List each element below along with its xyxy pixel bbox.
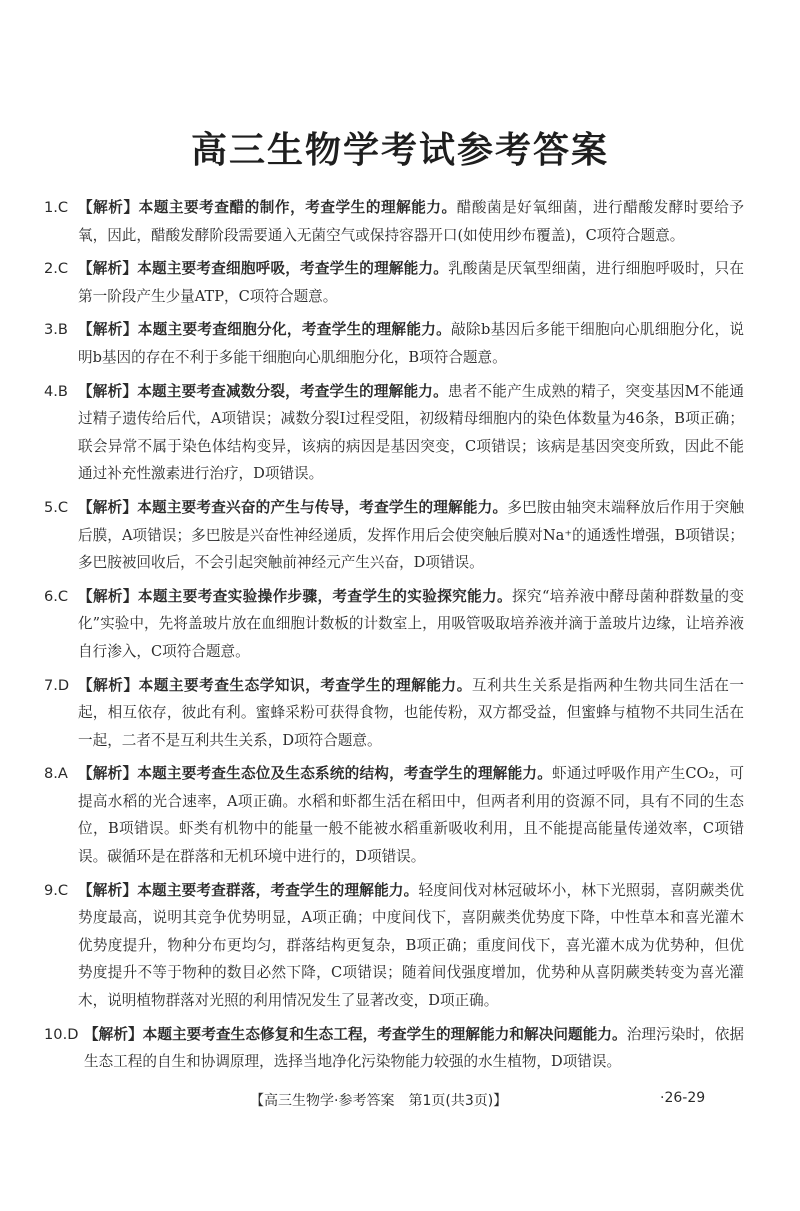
answer-focus: 本题主要考查生态位及生态系统的结构，考查学生的理解能力。 (137, 765, 553, 783)
analysis-tag: 【解析】 (78, 587, 138, 605)
analysis-tag: 【解析】 (78, 260, 138, 278)
analysis-tag: 【解析】 (78, 498, 138, 516)
answer-number: 9.C (44, 881, 69, 899)
answer-text: 虾通过呼吸作用产生CO₂，可提高水稻的光合速率，A项正确。水稻和虾都生活在稻田中，但两者利用的资源不同，具有不同的生态位，B项错误。虾类有机物中的能量一般不能被水稻重新吸收利用，且不能提高能量传递效率，C项错误。碳循环是在群落和无机环境中进行的，D项错误。 (78, 765, 744, 866)
answer-item-4 (44, 378, 744, 488)
answer-text: 患者不能产生成熟的精子，突变基因M不能通过精子遗传给后代，A项错误；减数分裂Ⅰ过程受阻，初级精母细胞内的染色体数量为46条，B项正确；联会异常不属于染色体结构变异，该病的病因是基因突变，C项错误；该病是基因突变所致，因此不能通过补充性激素进行治疗，D项错误。 (78, 382, 744, 483)
answer-number: 7.D (44, 676, 70, 694)
answer-focus: 本题主要考查生态学知识，考查学生的理解能力。 (138, 676, 472, 694)
answer-list (44, 194, 744, 1082)
answer-text: 治理污染时，依据生态工程的自生和协调原理，选择当地净化污染物能力较强的水生植物，D项错误。 (84, 1025, 744, 1071)
answer-item-3 (44, 316, 744, 371)
answer-text: 探究“培养液中酵母菌种群数量的变化”实验中，先将盖玻片放在血细胞计数板的计数室上，用吸管吸取培养液并滴于盖玻片边缘，让培养液自行渗入，C项符合题意。 (78, 587, 744, 660)
answer-text: 敲除b基因后多能干细胞向心肌细胞分化，说明b基因的存在不利于多能干细胞向心肌细胞分化，B项符合题意。 (78, 321, 744, 366)
analysis-tag: 【解析】 (78, 765, 138, 783)
footer-page-info: 【高三生物学·参考答案 第1页(共3页)】 (250, 1093, 508, 1109)
answer-number: 5.C (44, 498, 69, 516)
footer-code: ·26-29 (660, 1090, 706, 1106)
answer-number: 10.D (44, 1025, 79, 1043)
analysis-tag: 【解析】 (84, 1025, 143, 1043)
answer-item-1 (44, 194, 744, 249)
answer-item-6 (44, 583, 744, 666)
analysis-tag: 【解析】 (78, 676, 139, 694)
answer-number: 6.C (44, 587, 69, 605)
answer-focus: 本题主要考查兴奋的产生与传导，考查学生的理解能力。 (137, 498, 508, 516)
answer-focus: 本题主要考查细胞呼吸，考查学生的理解能力。 (137, 260, 449, 278)
answer-text: 轻度间伐对林冠破坏小，林下光照弱，喜阴蕨类优势度最高，说明其竞争优势明显，A项正确；中度间伐下，喜阴蕨类优势度下降，中性草本和喜光灌木优势度提升，物种分布更均匀，群落结构更复杂，B项正确；重度间伐下，喜光灌木成为优势种，但优势度提升不等于物种的数目必然下降，C项错误；随着间伐强度增加，优势种从喜阴蕨类转变为喜光灌木，说明植物群落对光照的利用情况发生了显著改变，D项正确。 (78, 881, 744, 1010)
analysis-tag: 【解析】 (78, 321, 138, 339)
answer-focus: 本题主要考查醋的制作，考查学生的理解能力。 (138, 199, 457, 216)
analysis-tag: 【解析】 (78, 881, 138, 899)
answer-number: 3.B (44, 321, 68, 339)
answer-focus: 本题主要考查生态修复和生态工程，考查学生的理解能力和解决问题能力。 (142, 1025, 627, 1043)
answer-number: 8.A (44, 765, 68, 783)
answer-item-7 (44, 672, 744, 755)
analysis-tag: 【解析】 (78, 382, 138, 400)
answer-item-2 (44, 255, 744, 310)
page-footer (0, 1090, 800, 1114)
analysis-tag: 【解析】 (78, 199, 139, 216)
answer-number: 4.B (44, 382, 68, 400)
answer-focus: 本题主要考查实验操作步骤，考查学生的实验探究能力。 (137, 587, 513, 605)
answer-item-10 (44, 1021, 744, 1076)
answer-text: 乳酸菌是厌氧型细菌，进行细胞呼吸时，只在第一阶段产生少量ATP，C项符合题意。 (78, 260, 744, 305)
answer-item-8 (44, 760, 744, 870)
page-title: 高三生物学考试参考答案 (190, 130, 609, 171)
answer-item-5 (44, 494, 744, 577)
answer-text: 醋酸菌是好氧细菌，进行醋酸发酵时要给予氧，因此，醋酸发酵阶段需要通入无菌空气或保持容器开口(如使用纱布覆盖)，C项符合题意。 (78, 199, 744, 244)
answer-number: 2.C (44, 260, 69, 278)
answer-focus: 本题主要考查群落，考查学生的理解能力。 (137, 881, 419, 899)
answer-number: 1.C (44, 199, 69, 216)
answer-focus: 本题主要考查细胞分化，考查学生的理解能力。 (137, 321, 452, 339)
answer-text: 互利共生关系是指两种生物共同生活在一起，相互依存，彼此有利。蜜蜂采粉可获得食物，也能传粉，双方都受益，但蜜蜂与植物不共同生活在一起，二者不是互利共生关系，D项符合题意。 (78, 676, 744, 749)
answer-item-9 (44, 877, 744, 1015)
answer-text: 多巴胺由轴突末端释放后作用于突触后膜，A项错误；多巴胺是兴奋性神经递质，发挥作用后会使突触后膜对Na⁺的通透性增强，B项错误；多巴胺被回收后，不会引起突触前神经元产生兴奋，D项错误。 (78, 498, 744, 572)
answer-focus: 本题主要考查减数分裂，考查学生的理解能力。 (137, 382, 448, 400)
